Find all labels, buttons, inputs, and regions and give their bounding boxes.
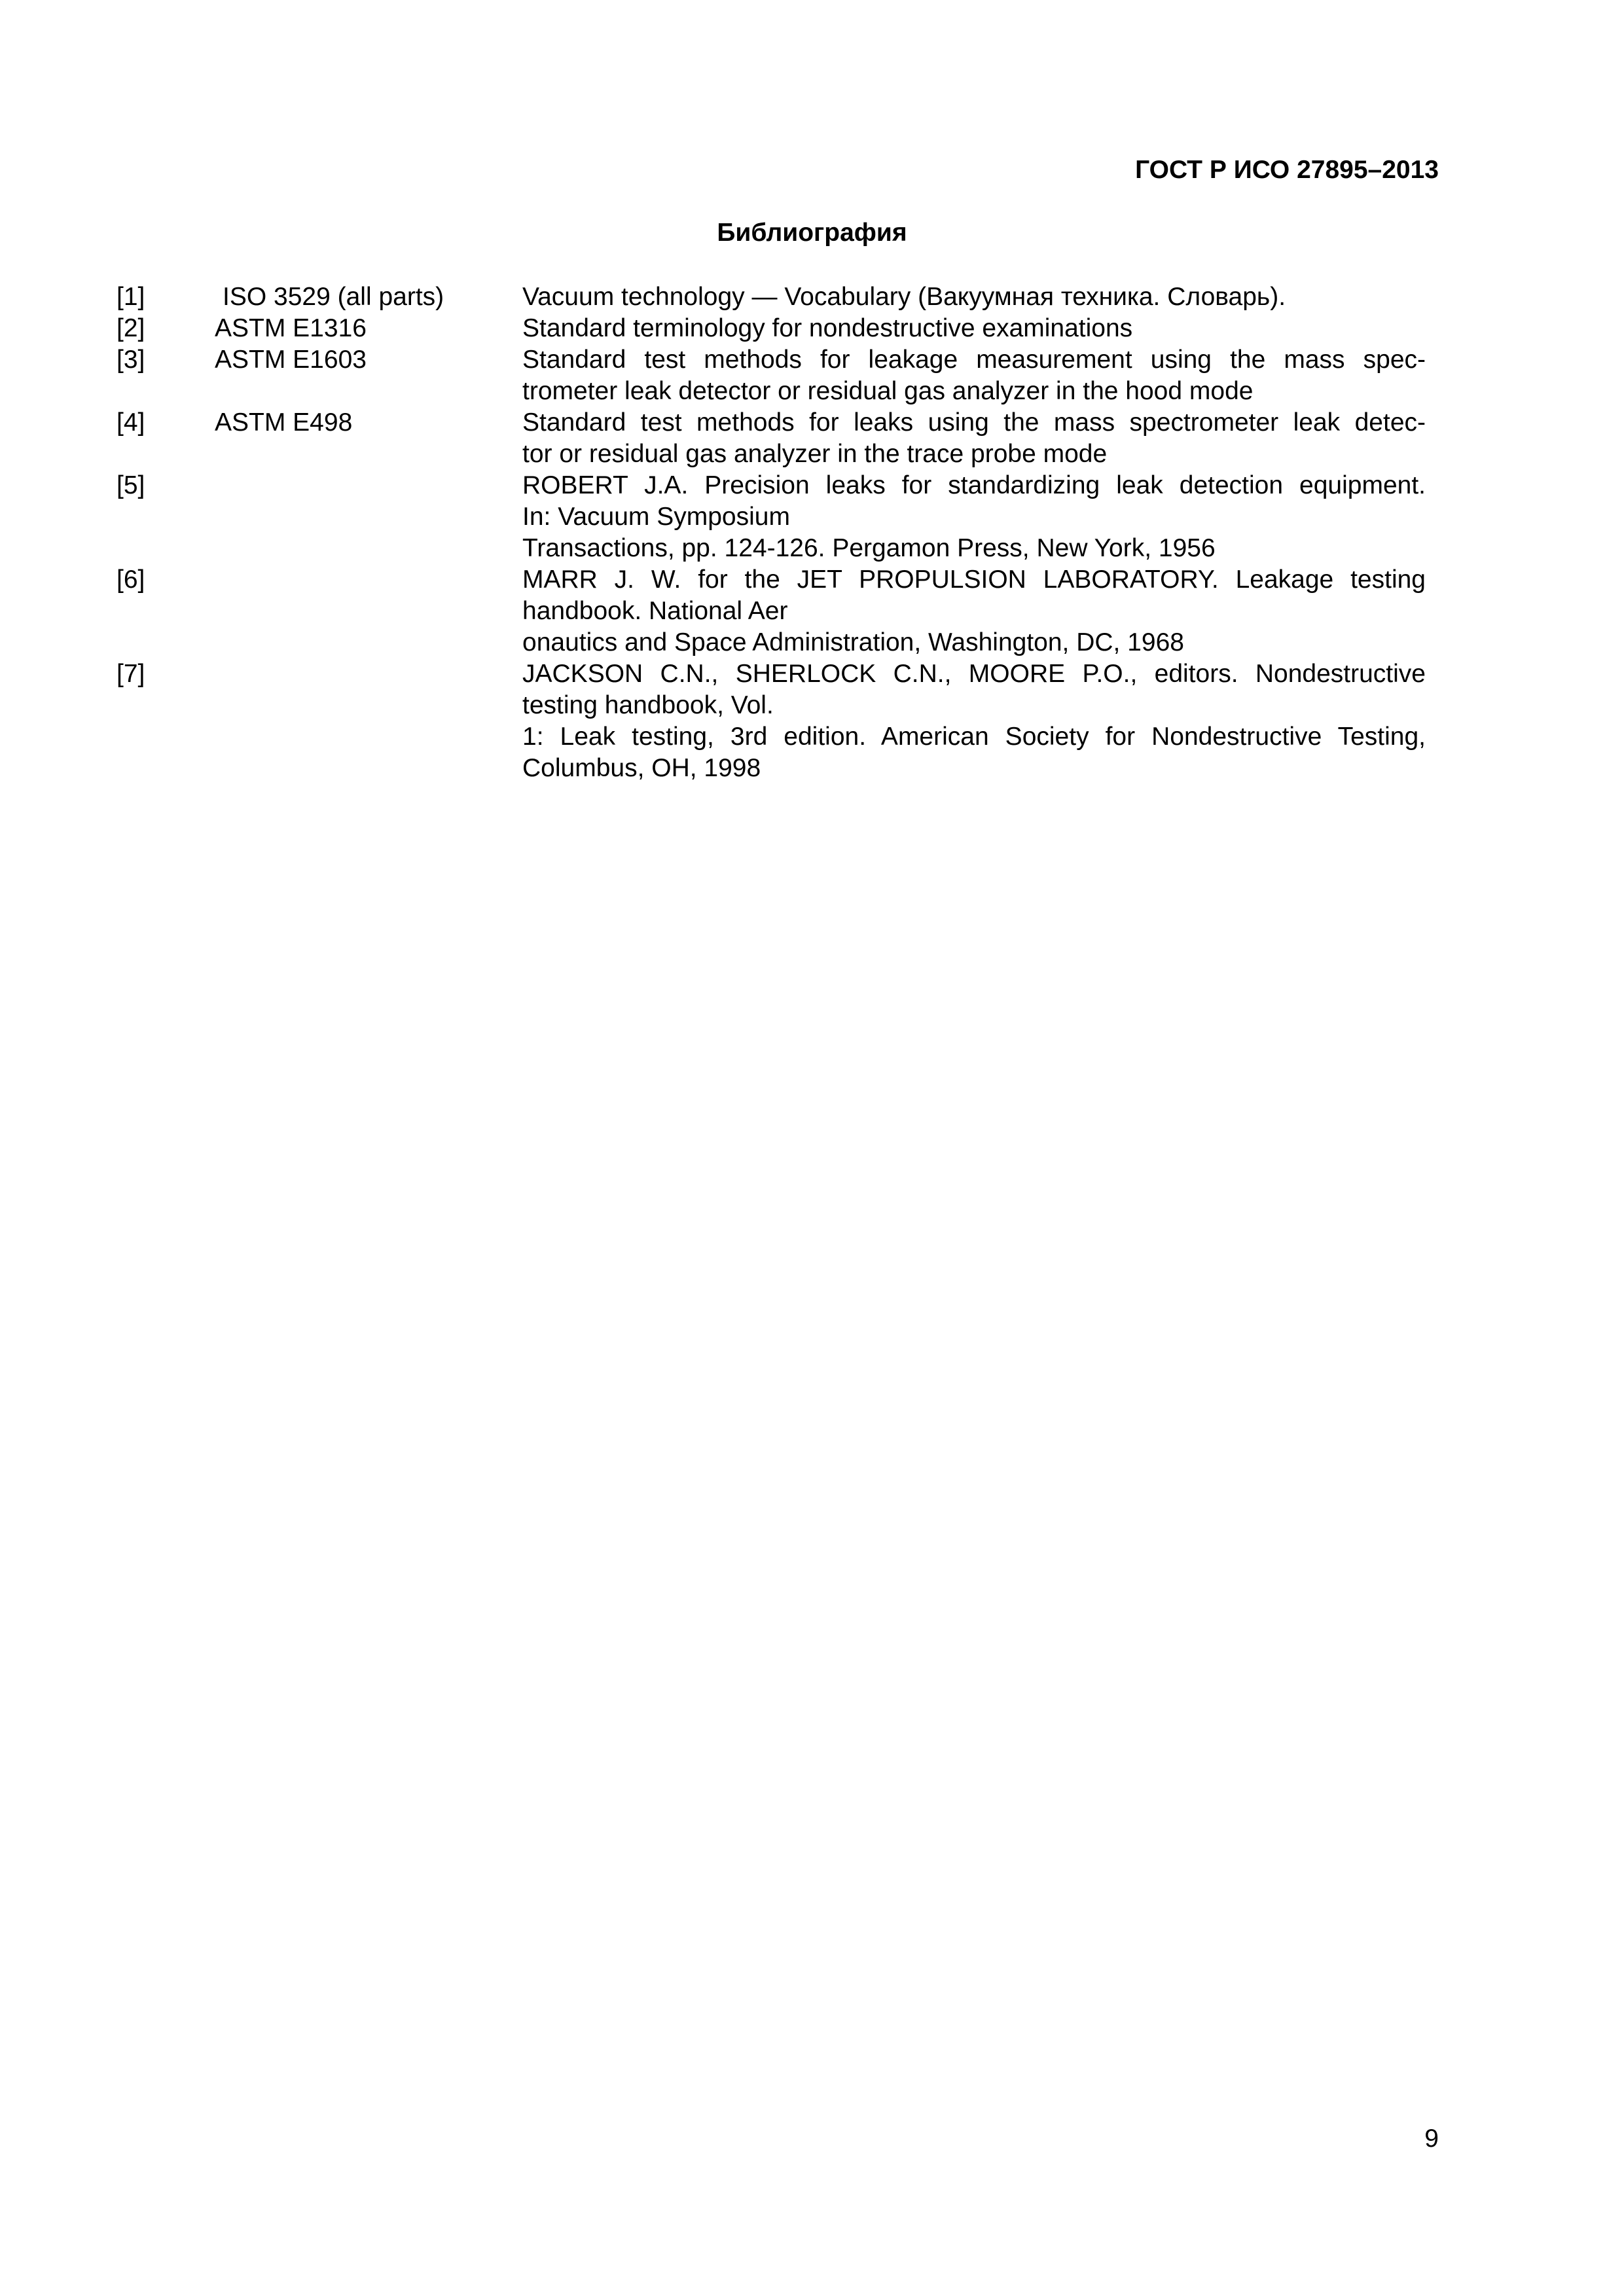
bib-entry-text xyxy=(522,344,1426,407)
bib-entry-line: Standard test methods for leaks using the mass spectrometer leak detec- xyxy=(522,408,1426,437)
bib-entry-code: ASTM E1603 xyxy=(215,346,367,374)
bib-entry-text xyxy=(522,281,1426,313)
bib-entry-text xyxy=(522,470,1426,564)
bib-entry-number: [4] xyxy=(117,408,145,437)
bib-entry-line: Standard terminology for nondestructive examinations xyxy=(522,314,1133,342)
bib-entry-6 xyxy=(117,564,1426,658)
bib-entry-number: [5] xyxy=(117,471,145,499)
bib-entry-text xyxy=(522,313,1426,344)
bib-entry-line: handbook. National Aer xyxy=(522,597,788,625)
bib-entry-7 xyxy=(117,658,1426,784)
bib-entry-line: Columbus, OH, 1998 xyxy=(522,754,761,782)
bibliography-title: Библиография xyxy=(717,219,907,247)
page-number: 9 xyxy=(1424,2125,1439,2153)
bib-entry-number: [1] xyxy=(117,283,145,311)
bib-entry-code: ASTM E498 xyxy=(215,408,353,437)
bib-entry-text xyxy=(522,658,1426,784)
document-header-id: ГОСТ Р ИСО 27895–2013 xyxy=(1135,156,1439,184)
bib-entry-line: tor or residual gas analyzer in the trace probe mode xyxy=(522,440,1108,468)
bib-entry-1 xyxy=(117,281,1426,313)
bib-entry-line: testing handbook, Vol. xyxy=(522,691,774,719)
bib-entry-line: onautics and Space Administration, Washington, DC, 1968 xyxy=(522,628,1184,656)
bib-entry-code: ASTM E1316 xyxy=(215,314,367,342)
bib-entry-text xyxy=(522,564,1426,658)
bib-entry-3 xyxy=(117,344,1426,407)
bib-entry-2 xyxy=(117,313,1426,344)
bib-entry-number: [7] xyxy=(117,660,145,688)
bib-entry-code: ISO 3529 (all parts) xyxy=(223,283,444,311)
bib-entry-line: 1: Leak testing, 3rd edition. American Society for Nondestructive Testing, xyxy=(522,723,1426,751)
bib-entry-5 xyxy=(117,470,1426,564)
bib-entry-line: MARR J. W. for the JET PROPULSION LABORATORY. Leakage testing xyxy=(522,565,1426,594)
bib-entry-line: trometer leak detector or residual gas analyzer in the hood mode xyxy=(522,377,1254,405)
bib-entry-number: [6] xyxy=(117,565,145,594)
bib-entry-4 xyxy=(117,407,1426,470)
bib-entry-line: JACKSON C.N., SHERLOCK C.N., MOORE P.O., editors. Nondestructive xyxy=(522,660,1426,688)
bib-entry-line: Vacuum technology — Vocabulary (Вакуумная техника. Словарь). xyxy=(522,283,1286,311)
bib-entry-line: ROBERT J.A. Precision leaks for standardizing leak detection equipment. xyxy=(522,471,1426,499)
bib-entry-line: In: Vacuum Symposium xyxy=(522,503,790,531)
bib-entry-line: Transactions, pp. 124-126. Pergamon Press, New York, 1956 xyxy=(522,534,1216,562)
bib-entry-line: Standard test methods for leakage measurement using the mass spec- xyxy=(522,346,1426,374)
bibliography-list xyxy=(117,281,1426,784)
bib-entry-number: [3] xyxy=(117,346,145,374)
bib-entry-text xyxy=(522,407,1426,470)
bib-entry-number: [2] xyxy=(117,314,145,342)
